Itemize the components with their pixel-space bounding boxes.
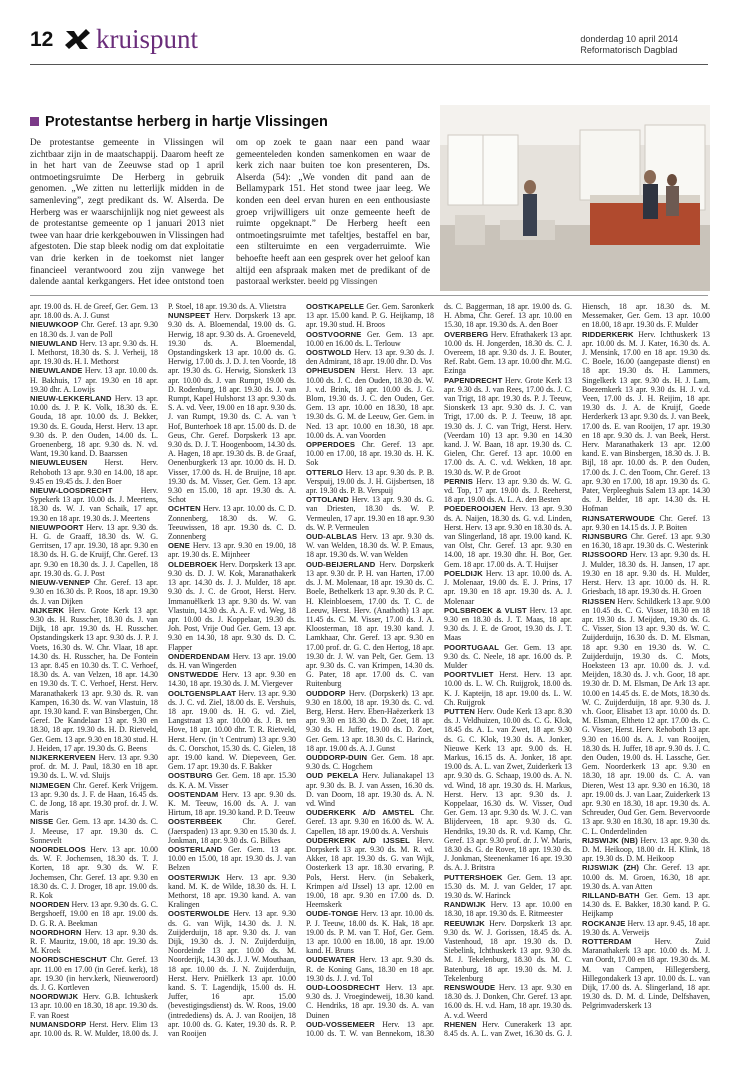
listing-place: OOSTWOLD (306, 348, 352, 358)
listing-place: OUDE-TONGE (306, 909, 359, 919)
listing-entry (306, 909, 434, 955)
listing-entry (30, 845, 158, 900)
article-headline (30, 114, 328, 130)
listing-services: Ger. Gem. 13 apr. 15.30 ds. M. J. van Gelder, 17 apr. 19.30 ds. W. Harinck (444, 872, 572, 900)
listing-place: OOLTGENSPLAAT (168, 688, 237, 698)
listing-place: REEUWIJK (444, 918, 485, 928)
listing-place: OUD-LOOSDRECHT (306, 983, 380, 993)
listing-entry (582, 937, 710, 1011)
listing-place: OLDEBROEK (168, 559, 218, 569)
listing-entry (582, 597, 710, 836)
listing-services: Chr. Geref. 13 apr. 10.00 ds. M. Groen, 16.30, 18 apr. 19.30 ds. A. van Atten (582, 863, 710, 891)
listing-services: Herv. 13 apr. 9.30 ds. R. F. Mauritz, 19.00, 18 apr. 19.30 ds. M. Kroek (30, 927, 158, 956)
listing-services: Herv. 13 apr. 9.30 en 14.30, 18 apr. 19.30 ds. J. M. Viergever (168, 670, 296, 689)
listing-place: NIEUWKOOP (30, 320, 79, 330)
listing-place: NIEUWLANDE (30, 366, 83, 376)
listing-services: Herv. 13 apr. 19.00 ds. H. van Wingerden (168, 651, 296, 670)
listing-services: Herv. Julianakapel 13 apr. 9.30 ds. B. J. van Assen, 16.30 ds. D. van Doorn, 18 apr. 19.30 ds. A. N. vd. Wind (306, 771, 434, 808)
listing-services: Herv. 13 apr. 9.30 ds. G. van Driesten, 18.30 ds. W. P. Vermeulen, 17 apr. 19.30 en 18 apr. 9.30 ds. W. P. Vermeulen (306, 495, 434, 532)
listing-place: RENSWOUDE (444, 983, 496, 993)
listing-place: OOSTBURG (168, 771, 213, 781)
listing-place: RIJNSBURG (582, 532, 628, 542)
listing-entry (444, 477, 572, 505)
listing-services: Herst. Herv. 13 apr. 10.00 ds. L. W. Ch. Ruijgrok, 18.00 ds. K. J. Kapteijn, 18 apr. 19.00 ds. L. W. Ch. Ruijgrok (444, 670, 572, 707)
listing-entry (168, 560, 296, 652)
listing-place: ROCKANJE (582, 918, 626, 928)
listing-place: OUD-VOSSEMEER (306, 1019, 375, 1029)
listing-services: Herv. 13 apr. 10.00 en 18.30, 18 apr. 19.30 ds. E. Ritmeester (444, 900, 572, 919)
listing-services: Herv. 13 apr. 9.30 ds. G. C. Bergshoeff, 19.00 en 18 apr. 19.00 ds. D. G. R. A. Beekman (30, 900, 158, 928)
listing-place: OPHEUSDEN (306, 366, 356, 376)
listing-services: Herv. Dorpskerk 13 apr. 9.30 dr. P. H. van Harten, 17.00 ds. J. M. Molenaar, 18 apr. 19.30 ds. C. Boele, Bethelkerk 13 apr. 9.30 ds. P. C. H. Kleinbloesem, 17.00 ds. T. C. de Leeuw, Herst. Herv. (Anathoth) 13 apr. 11.45 ds. C. M. Visser, 17.00 ds. J. A. Kloosterman, 18 apr. 19.30 kand. J. Lamkhaar, Chr. Geref. 13 apr. 9.30 en 17.00 prof. dr. G. C. den Hertog, 18 apr. 19.30 dr. J. W. van Pelt, Ger. Gem. 13 apr. 9.30 ds. C. van Krimpen, 14.30 ds. G. Pater, 18 apr. 17.00 ds. C. van Ruitenburg (306, 559, 434, 689)
listing-entry (306, 808, 434, 836)
listing-services: Herv. 13 apr. 9.30 kand. M. K. de Wilde, 18.30 ds. H. I. Methorst, 18 apr. 19.30 kand. A. van Kralingen (168, 872, 296, 910)
listing-services: Ger. Gem. Saronkerk 13 apr. 15.00 kand. P. G. Heijkamp, 18 apr. 19.30 stud. H. Broos (306, 302, 434, 330)
listing-services: Ger. Gem. 13 apr. 10.00 en 16.00 ds. L. Terlouw (306, 329, 434, 348)
listing-place: RILLAND-BATH (582, 891, 640, 900)
listing-entry (30, 817, 158, 845)
listing-place: RIJSSOORD (582, 550, 628, 560)
listing-services: Herv. Dorpskerk 13 apr. 9.30 ds. D. J. W. Kok, Maranathakerk 13 apr. 14.30 ds. J. J. Mulder, 18 apr. 9.30 ds. J. C. de Groot, Herst. Herv. Immanuëlkerk 13 apr. 9.30 ds. W. van Vlastuin, 14.30 ds. A. A. F. vd. Weg, 18 apr. 10.00 ds. J. Koppelaar, 19.30 ds. Joh. Post, Vrije Oud Ger. Gem. 13 apr. 9.30 en 14.30, 18 apr. 9.30 ds. D. C. Flapper (168, 559, 296, 652)
listing-services: Herv. Dorpskerk 13 apr. 9.30 ds. W. J. Gorissen, 18.45 ds. A. Vastenhoud, 18 apr. 19.30 ds. D. Siebelink, Ichthuskerk 13 apr. 9.30 ds. M. J. Tekelenburg, 18.30 ds. M. C. Batenburg, 18 apr. 19.30 ds. M. J. Tekelenburg (444, 918, 572, 983)
listing-entry (30, 320, 158, 338)
listing-entry (168, 909, 296, 1038)
listing-services: Herv. 13 apr. 9.30 en 18.30 ds. J. T. Maas, 18 apr. 9.30 ds. J. E. de Groot, 19.30 ds. J. T. Maas (444, 605, 572, 643)
listing-place: POLSBROEK & VLIST (444, 605, 527, 615)
listing-entry (582, 919, 710, 937)
listing-place: RIDDERKERK (582, 329, 634, 339)
listing-entry (306, 366, 434, 440)
listing-place: OCHTEN (168, 504, 201, 514)
listing-place: OUDERKERK A/D IJSSEL (306, 835, 410, 845)
listing-place: OOSTERWIJK (168, 872, 220, 882)
listing-place: NISSE (30, 817, 54, 827)
listing-entry (306, 836, 434, 910)
listing-entry (30, 394, 158, 458)
listing-entry (444, 606, 572, 643)
listing-place: OPPERDOES (306, 440, 356, 450)
listing-services: Chr. Geref. Kerk Vrijgem. 13 apr. 9.30 ds. J. F. de Haan, 16.45 ds. C. de Jong, 18 apr. 19.30 prof. dr. J. W. Maris (30, 780, 158, 818)
listing-entry (306, 532, 434, 560)
listing-entry (306, 560, 434, 689)
listing-entry (582, 532, 710, 550)
listing-place: OTTERLO (306, 467, 343, 477)
listing-entry (306, 955, 434, 983)
listing-services: Herv. 13 apr. 10.00 ds. W. F. Jochemsen, 18.30 ds. T. J. Korten, 18 apr. 9.30 ds. W. F. Jochemsen, Chr. Geref. 13 apr. 9.30 en 18.30 ds. C. J. Droger, 18 apr. 19.00 ds. R. Kok (30, 844, 158, 900)
listing-entry (168, 541, 296, 559)
listing-entry (444, 707, 572, 873)
listing-services: Herv. 13 apr. 10.00 ds. T. W. van Bennekom, 18.30 ds. C. Baggerman, 18 apr. 19.00 ds. G. H. Abma, Chr. Geref. 13 apr. 10.00 en 15.30, 18 apr. 19.30 ds. A. den Boer (306, 302, 572, 1039)
listing-services: Herv. 13 apr. 9.30 ds. W. van Welden, 18.30 ds. W. P. Emaus, 18 apr. 19.30 ds. W. van Welden (306, 532, 434, 560)
listing-entry (30, 523, 158, 578)
listing-place: OOSTERLAND (168, 844, 223, 854)
listing-entry (168, 817, 296, 845)
dateline (580, 34, 678, 56)
listing-entry (30, 339, 158, 367)
listing-entry (30, 486, 158, 523)
listing-services: Herv. 13 apr. 10.00 ds. H. Bakhuis, 17 apr. 19.30 en 18 apr. 19.30 dhr. A. Lowijs (30, 366, 158, 394)
listing-services: Herv. 13 apr. 9.30 ds. H. I. Methorst, 18.30 ds. S. J. Verheij, 18 apr. 19.30 ds. H. I. Methorst (30, 338, 158, 367)
listing-entry (444, 643, 572, 671)
listing-place: OENE (168, 541, 190, 551)
listing-services: Herv. 13 apr. 9.30 ds. R. de Koning Gans, 18.30 en 18 apr. 19.30 ds. J. J. vd. Tol (306, 955, 434, 983)
listing-services: Herv. Grote Kerk 13 apr. 9.30 ds. J. van Rees, 17.00 ds. J. C. van Trigt, 18 apr. 19.30 ds. P. J. Teeuw, Sionskerk 13 apr. 9.30 ds. J. C. van Trigt, 17.00 ds. P. J. Teeuw, 18 apr. 19.30 ds. J. C. van Trigt, Herst. Herv. (Veerdam 10) 13 apr. 9.30 en 14.30 kand. J. W. Baan, 18 apr. 19.30 ds. C. Gielen, Chr. Geref. 13 apr. 10.00 en 17.00 ds. A. C. v.d. Wekken, 18 apr. 19.30 ds. W. P. de Groot (444, 375, 572, 477)
listing-services: Herv. 13 apr. 9.30 prof. dr. M. J. Paul, 18.30 en 18 apr. 19.30 ds. L. W. vd. Sluijs (30, 752, 158, 781)
listing-place: NOORDHORN (30, 927, 82, 937)
issue-date: donderdag 10 april 2014 (580, 34, 678, 44)
listing-entry (168, 790, 296, 818)
listing-entry (306, 689, 434, 753)
listing-services: Herv. 13 apr. 9.30 ds. H. J. Mulder, 18.30 ds. H. Jansen, 17 apr. 19.30 en 18 apr. 9.30 ds. H. Mulder, Herst. Herv. 13 apr. 10.00 ds. H. R. Griesbach, 18 apr. 19.30 ds. H. Groen (582, 550, 710, 597)
listing-place: ONDERDENDAM (168, 651, 230, 661)
listing-services: Herst. Herv. 13 apr. 10.00 ds. J. C. den Ouden, 18.30 ds. W. J. v.d. Brink, 18 apr. 10.00 ds. J. G. Blom, 19.30 ds. J. C. den Ouden, Ger. Gem. 13 apr. 10.00 en 18.30, 18 apr. 19.30 ds. G. M. de Leeuw, Ger. Gem. in Ned. 13 apr. 10.00 en 18.30, 18 apr. 10.00 ds. A. van Voorden (306, 366, 434, 440)
listing-place: NIEUWPOORT (30, 522, 84, 532)
church-service-listings (30, 302, 710, 1062)
listing-entry (444, 919, 572, 983)
listing-entry (444, 873, 572, 901)
listing-entry (444, 330, 572, 376)
listing-entry (30, 753, 158, 781)
listing-entry (168, 689, 296, 772)
listing-entry (444, 504, 572, 568)
listing-entry (444, 569, 572, 606)
listing-entry (306, 302, 434, 330)
listing-place: OOSTVOORNE (306, 329, 362, 339)
listing-place: NIJKERKERVEEN (30, 752, 96, 762)
listing-place: PAPENDRECHT (444, 375, 503, 385)
listing-entry (30, 366, 158, 394)
listing-entry (582, 863, 710, 891)
listing-place: POORTVLIET (444, 670, 494, 680)
photo-credit: beeld pg Vlissingen (308, 277, 378, 287)
listing-place: NUMANSDORP (30, 1019, 87, 1029)
listing-entry (306, 983, 434, 1020)
listing-place: OVERBERG (444, 329, 489, 339)
listing-services: Herv. 13 apr. 9.30 ds. D. M. Heikoop, 18.00 dr. H. Klink, 18 apr. 19.30 ds. D. M. Heikoop (582, 835, 710, 864)
listing-place: OUDDORP-DUIN (306, 752, 368, 762)
listing-services: Chr. Geref. 13 apr. 9.30 en 14.15 ds. J. P. Boiten (582, 513, 710, 532)
listing-services: Chr. Geref. 13 apr. 9.30 en 16.30 ds. P. Roos, 18 apr. 19.30 ds. J. van Dijken (30, 578, 158, 606)
listing-entry (30, 578, 158, 606)
listing-entry (30, 900, 158, 928)
listing-services: Herv. Cunerakerk 13 apr. 8.45 ds. A. L. van Zwet, 16.30 ds. G. J. Hiensch, 18 apr. 18.30 ds. M. Messemaker, Ger. Gem. 13 apr. 10.00 en 18.00, 18 apr. 19.30 ds. F. Mulder (444, 302, 710, 1039)
listing-services: Herv. 13 apr. 10.00 ds. P. J. Teeuw, 18.00 ds. K. Hak, 18 apr. 19.00 ds. P. M. van T. Hof, Ger. Gem. 13 apr. 10.00 en 18.00, 18 apr. 19.00 kand. H. Bruns (306, 909, 434, 956)
listing-services: Herv. 13 apr. 10.00 ds. A. J. Molenaar, 19.00 ds. E. J. Prins, 17 apr. 19.30 en 18 apr. 19.30 ds. A. J. Molenaar (444, 568, 572, 606)
listing-services: Herv. Dorpskerk 13 apr. 9.30 ds. A. Bloemendal, 19.00 ds. G. Herwig, 18 apr. 9.30 ds. A. Groeneveld, 19.30 ds. A. Bloemendal, Opstandingskerk 13 apr. 10.00 ds. G. Herwig, 17.00 ds. J. D. J. ten Voorde, 18 apr. 19.30 ds. G. Herwig, Sionskerk 13 apr. 10.00 ds. J. van Rumpt, 19.00 ds. D. Rodenburg, 18 apr. 19.30 ds. J. van Rumpt, Kapel Hulshorst 13 apr. 9.30 ds. S. A. vd. Veer, 19.00 en 18 apr. 9.30 ds. J. van Rumpt, 19.30 ds. C. A. van 't Hof, Bunterhoek 18 apr. 15.00 ds. D. de Geus, Chr. Geref. Dorpskerk 13 apr. 9.30 ds. D. J. T. Hoogenboom, 14.30 ds. A. Hagen, 18 apr. 19.30 ds. B. de Graaf, Oenenburgkerk 13 apr. 10.00 ds. H. D. Visser, 17.00 ds. H. de Bruijne, 18 apr. 19.30 ds. M. Visser, Ger. Gem. 13 apr. 9.30 en 15.00, 18 apr. 19.30 ds. A. Schot (168, 311, 296, 505)
listing-services: Herv. 13 apr. 9.30 en 18.30 ds. J. Donken, Chr. Geref. 13 apr. 16.00 ds. H. v.d. Ham, 18 apr. 19.30 ds. A. v.d. Weerd (444, 983, 572, 1020)
listing-place: POORTUGAAL (444, 642, 499, 652)
listing-entry (306, 753, 434, 771)
listing-entry (444, 670, 572, 707)
listing-services: Herv. Efrathakerk 13 apr. 10.00 ds. H. Jongerden, 18.30 ds. C. J. Overeem, 18 apr. 9.30 ds. J. E. Bouter, Ref. Rabt. Gem. 13 apr. 10.00 dhr. M.G. Ezinga (444, 329, 572, 376)
listing-place: RHENEN (444, 1019, 477, 1029)
listing-services: Chr. Geref. 13 apr. 9.30 en 18.30 ds. J. van de Poll (30, 320, 158, 339)
listing-place: NIEUWLEUSEN (30, 458, 88, 468)
listing-place: RIJSWIJK (NB) (582, 835, 638, 845)
listing-place: OOSTENDAM (168, 789, 219, 799)
listing-entry (30, 302, 158, 320)
section-title: kruispunt (96, 24, 199, 54)
listing-services: Herv. 13 apr. 9.30 ds. W. G. vd. Top, 17 apr. 19.00 ds. J. Reeherst, 18 apr. 19.00 ds. A. L. A. den Besten (444, 476, 572, 505)
listing-place: OOSTKAPELLE (306, 302, 365, 311)
listing-entry (306, 440, 434, 468)
listing-place: NOORDELOOS (30, 844, 86, 854)
listing-services: Herst. Herv. Elim 13 apr. 10.00 ds. R. W. Mulder, 18.00 ds. J. P. Stoel, 18 apr. 19.30 ds. A. Vlietstra (30, 302, 286, 1039)
listing-entry (306, 330, 434, 348)
listing-services: Herv. 13 apr. 9.30 ds. J. Vroegindeweij, 18.30 kand. C. Hendriks, 18 apr. 19.30 ds. A. van Duinen (306, 983, 434, 1020)
listing-entry (582, 330, 710, 514)
listing-place: NOORDSCHESCHUT (30, 955, 107, 965)
listing-services: Ger. Gem. 13 apr. 14.30 ds. C. J. Meeuse, 17 apr. 19.30 ds. C. Sonnevelt (30, 817, 158, 845)
listing-place: OUD-BEIJERLAND (306, 559, 376, 569)
listing-entry (306, 495, 434, 532)
listing-entry (168, 873, 296, 910)
listing-entry (306, 771, 434, 808)
listing-entry (168, 311, 296, 504)
listing-services: Herv. Zuid Maranathakerk 13 apr. 10.00 ds. M. J. van Oordt, 17.00 en 18 apr. 19.30 ds. M. M. van Campen, Hillegersberg, Hillegondakerk 13 apr. 10.00 ds. L. van Dijk, 17.00 ds. A. Slingerland, 18 apr. 19.30 ds. D. M. d. Linde, Delfshaven, Pelgrimvaderskerk 13 (582, 937, 710, 1011)
listing-services: Herv. 13 apr. 9.45, 18 apr. 19.30 ds. A. Verweijs (582, 918, 710, 937)
page-header (0, 0, 738, 66)
listing-place: PERNIS (444, 476, 473, 486)
listing-place: POEDEROOIJEN (444, 504, 506, 514)
listing-place: ROTTERDAM (582, 937, 632, 947)
listing-place: ONSTWEDDE (168, 670, 219, 680)
listing-services: Chr. Geref. 13 apr. 9.30 en 16.00 ds. W. A. Capellen, 18 apr. 19.00 ds. A. Vershuis (306, 808, 434, 836)
newspaper-name: Reformatorisch Dagblad (580, 45, 678, 55)
listing-services: Herv. 13 apr. 10.00 ds. J. P. K. Volk, 18.30 ds. E. Gouda, 18 apr. 10.00 ds. J. Bekker, 19.30 ds. E. Gouda, Herst. Herv. 13 apr. 9.30 ds. P. den Ouden, 14.00 ds. L. Groenenberg, 18 apr. 9.30 ds. N. vd. Want, 19.30 kand. D. Baarssen (30, 394, 158, 459)
listing-place: PUTTERSHOEK (444, 872, 503, 882)
article-body (30, 138, 430, 289)
listing-services: Herv. 13 apr. 9.30 ds. J. C. vd. Ziel, 18.00 ds. E. Vershuis, 18 apr. 19.00 ds. H. G. vd. Ziel, Langstraat 13 apr. 10.00 ds. J. B. ten Hove, 18 apr. 10.00 dhr. T. R. Rietveld, Herst. Herv. (in 't Centrum) 13 apr. 9.30 ds. C. Oorschot, 15.30 ds. C. Gielen, 18 apr. 19.00 kand. W. Diepeveen, Ger. Gem. 17 apr. 19.30 ds. F. Bakker (168, 688, 296, 772)
listing-services: Herv. 13 apr. 9.30 ds. P. B. Verspuij, 19.00 ds. J. H. Gijsbertsen, 18 apr. 19.30 ds. P. B. Verspuij (306, 467, 434, 496)
listing-place: OUDDORP (306, 688, 346, 698)
listing-services: Herv. Schildkerk 13 apr. 9.00 en 10.45 ds. C. G. Visser, 18.30 en 18 apr. 19.30 ds. J. Meijden, 19.30 ds. G. C. Visser, Sion 13 apr. 9.30 ds. W. C. Zuijderduijn, 16.30 ds. D. M. Elsman, 18 apr. 9.30 en 19.30 ds. W. C. Zuijderduijn, 19.30 ds. C. Mots, Hoeksteen 13 apr. 10.00 ds. J. v.d. Meijden, 18.30 ds. J. v.h. Goor, 18 apr. 19.30 dr. D. M. Elsman, De Ark 13 apr. 10.00 en 14.45 ds. E. de Mots, 18.30 ds. W. C. Zuijderduijn, 18 apr. 9.30 ds. J. v.h. Goor, Elisabet 13 apr. 10.00 ds. D. M. Elsman, Eltheto 12 apr. 17.00 ds. C. G. Visser, Herst. Herv. Rehoboth 13 apr. 9.30 en 16.00 ds. A. J. van Rooijen, 18.30 ds. H. Juffer, 18 apr. 9.30 ds. J. C. den Ouden, 19.00 ds. H. Lassche, Ger. Gem. Noorderkerk 13 apr. 9.30 en 18.30, 18 apr. 19.00 ds. C. A. van Dieren, West 13 apr. 9.30 en 16.30, 18 apr. 19.00 ds. J. van Laar, Zuiderkerk 13 apr. 9.30 en 18.30, 18 apr. 19.30 ds. A. Schreuder, Oud Ger. Gem. Bevervoorde 13 apr. 9.30 en 18.30, 18 apr. 19.30 ds. C. L. Onderdelinden (582, 596, 710, 836)
listing-entry (582, 836, 710, 864)
listing-entry (306, 468, 434, 496)
listing-services: Chr. Geref. 13 apr. 10.00 en 17.00, 18 apr. 19.30 ds. H. K. Sok (306, 440, 434, 468)
listing-entry (444, 376, 572, 477)
listing-place: NOORDWIJK (30, 992, 79, 1002)
listing-services: Herv. Sypekerk 13 apr. 10.00 ds. J. Meertens, 18.30 ds. W. J. van Schaik, 17 apr. 19.30 en 18 apr. 19.30 ds. J. Meertens (30, 486, 158, 523)
listing-place: NOORDEN (30, 900, 70, 910)
listing-services: Herv. G.B. Ichtuskerk 13 apr. 10.00 en 18.30, 18 apr. 19.30 ds. F. van Roest (30, 992, 158, 1020)
listing-entry (30, 781, 158, 818)
listing-place: RANDWIJK (444, 900, 486, 910)
listing-services: Ger. Gem. 13 apr. 9.30 ds. C. Neele, 18 apr. 16.00 ds. P. Mulder (444, 642, 572, 670)
listing-entry (30, 606, 158, 753)
listing-place: NIEUW-LEKKERLAND (30, 394, 112, 404)
listing-entry (582, 550, 710, 596)
listing-entry (30, 992, 158, 1020)
listing-services: Herv. 13 apr. 9.30 ds. A. Naijen, 18.30 ds. G. v.d. Linden, Herst. Herv. 13 apr. 9.30 en 18.30 ds. A. van Slingerland, 18 apr. 19.00 kand. K. van Olst, Chr. Geref. 13 apr. 9.30 en 14.00, 18 apr. 19.30 dhr. H. Bor, Ger. Gem. 18 apr. 17.00 ds. A. T. Huijser (444, 504, 572, 569)
listing-services: Herv. Dorpskerk 13 apr. 9.30 ds. M. R. vd. Akker, 18 apr. 19.30 ds. G. van Wijk, Oosterkerk 13 apr. 18.30 ervaring, P. Pols, Herst. Herv. (in Sebakerk, Krimpen a/d IJssel) 13 apr. 12.00 en 19.00, 18 apr. 9.30 en 17.00 ds. D. Heemskerk (306, 835, 434, 910)
listing-place: OOSTERBEEK (168, 817, 223, 827)
listing-entry (444, 983, 572, 1020)
listing-place: OUD PEKELA (306, 771, 359, 781)
headline-square-icon (30, 117, 39, 126)
listing-services: Herv. (Dorpskerk) 13 apr. 9.30 en 18.00, 18 apr. 19.30 ds. C. vd. Berg, Herst. Herv. Eben-Haëzerkerk 13 apr. 9.30 en 18.30 ds. D. Zoet, 18 apr. 9.30 ds. H. Juffer, 19.00 ds. D. Zoet, Ger. Gem. 13 apr. 18.30 ds. C. Harinck, 18 apr. 19.00 ds. A. J. Gunst (306, 688, 434, 753)
header-rule (30, 64, 708, 65)
listing-services: Herv. 13 apr. 10.00 ds. C. D. Zonnenberg, 18.30 ds. W. G. Teeuwissen, 18 apr. 19.30 ds. C. D. Zonnenberg (168, 504, 296, 542)
listing-place: NIJKERK (30, 605, 65, 615)
listing-entry (30, 928, 158, 956)
listing-entry (306, 348, 434, 366)
listing-place: POELDIJK (444, 568, 483, 578)
listing-services: apr. 19.00 ds. H. de Greef, Ger. Gem. 13 apr. 18.00 ds. A. J. Gunst (30, 302, 158, 321)
listing-services: Herv. 13 apr. 9.30 en 19.00, 18 apr. 19.30 ds. E. Mijnheer (168, 541, 296, 560)
listing-services: Herst. Herv. Rehoboth 13 apr. 9.30 en 14.00, 18 apr. 9.45 en 19.45 ds. J. den Boer (30, 458, 158, 486)
listing-place: OOSTERWOLDE (168, 909, 230, 919)
page-number: 12 (30, 28, 54, 51)
listing-entry (444, 900, 572, 918)
listing-entry (168, 771, 296, 789)
listing-services: Herv. Oude Kerk 13 apr. 8.30 ds. J. Veldhuizen, 10.00 ds. C. G. Klok, 18.45 ds. A. L. van Zwet, 18 apr. 9.30 ds. G. C. Klok, 19.30 ds. A. Jonker, Nieuwe Kerk 13 apr. 9.00 ds. H. Markus, 16.15 ds. A. Jonker, 18 apr. 19.00 ds. A. L. van Zwet, Zuiderkerk 13 apr. 9.30 ds. G. Schaap, 19.00 ds. A. N. vd. Wind, 18 apr. 19.30 ds. H. Markus, Herst. Herv. 13 apr. 9.30 ds. J. Koppelaar, 16.30 ds. W. Visser, Oud Ger. Gem. 13 apr. 9.30 ds. W. J. C. van Blijderveen, 18 apr. 9.30 ds. G. Hendriks, 19.30 ds. R. v.d. Kamp, Chr. Geref. 13 apr. 9.30 prof. dr. J. W. Maris, 18.30 ds. G. de Rover, 18 apr. 19.30 ds. J. Jonkman, Steenenkamer 16 apr. 19.30 ds. A. J. Britstra (444, 706, 572, 873)
listing-services: Chr. Geref. (Jaerspaden) 13 apr. 9.30 en 15.30 ds. J. Jonkman, 18 apr. 9.30 ds. G. Bilkes (168, 817, 296, 845)
headline-text: Protestantse herberg in hartje Vlissingen (45, 114, 328, 130)
listing-services: Herv. Grote Kerk 13 apr. 9.30 ds. H. Russcher, 18.30 ds. J. van Dijk, 18 apr. 19.30 ds. H. Russcher. Opstandingskerk 13 apr. 9.30 ds. J. P. J. Voets, 16.30 ds. W. Chr. Vlaar, 18 apr. 14.30 ds. H. Russcher, ha. De Fontein 13 apr. 8.45 en 10.30 ds. T. C. Verhoef, 18.30 ds. A. van Velzen, 18 apr. 14.30 en 19.30 ds. T. C. Verhoef, Herst. Herv. Maranathakerk 13 apr. 9.30 ds. R. van Kampen, 16.30 ds. W. van Vlastuin, 18 apr. 19.30 kand. F. van Binsbergen, Chr. Geref. De Kandelaar 13 apr. 9.30 en 18.30, 18 apr. 19.30 ds. H. D. Rietveld, Ger. Gem. 13 apr. 9.30 en 18.30 stud. H. J. Heiden, 17 apr. 19.30 ds. G. Beens (30, 605, 158, 753)
listing-place: NIJMEGEN (30, 780, 71, 790)
listing-place: RIJSSEN (582, 596, 616, 606)
listing-place: RIJNSATERWOUDE (582, 513, 655, 523)
article-divider (30, 295, 708, 296)
listing-entry (582, 891, 710, 919)
listing-entry (582, 514, 710, 532)
listing-entry (30, 458, 158, 486)
listing-services: Herv. 13 apr. 9.30 ds. G. van Wijk, 14.30 ds. J. N. Zuijderduijn, 18 apr. 9.30 ds. J. van Dijk, 19.30 ds. J. N. Zuijderduijn, Noordeinde 13 apr. 10.00 ds. M. Noorderijk, 14.30 ds. J. J. W. Mouthaan, 18 apr. 10.00 ds. J. N. Zuijderduijn, Herst. Herv. Pniëlkerk 13 apr. 10.00 kand. S. T. Lagendijk, 15.00 ds. H. Juffer, 16 apr. 15.00 (bevestigingsdienst) ds. W. Roos, 19.00 (intredediens) ds. A. J. van Rooijen, 18 apr. 10.00 ds. G. Kater, 19.30 ds. R. P. van Rooijen (168, 909, 296, 1039)
listing-services: Ger. Gem. 13 apr. 14.30 ds. E. Bakker, 18.30 kand. P. G. Heijkamp (582, 891, 710, 919)
listing-entry (168, 504, 296, 541)
listing-services: Herv. 13 apr. 9.30 ds. H. G. de Graaff, 18.30 ds. W. G. Gerritsen, 17 apr. 19.30, 18 apr. 9.30 en 18.30 ds. H. G. de Kruijf, Chr. Geref. 13 apr. 9.30 en 18.30 ds. J. J. Capellen, 18 apr. 19.30 ds. G. J. Post (30, 522, 158, 578)
listing-place: OUDERKERK A/D AMSTEL (306, 808, 415, 818)
listing-entry (168, 670, 296, 688)
listing-services: Ger. Gem. 13 apr. 10.00 en 15.00, 18 apr. 19.30 ds. J. van Belzen (168, 844, 296, 873)
listing-services: Chr. Geref. 13 apr. 9.30 en 16.30, 18 apr. 19.30 ds. C. Westerink (582, 532, 710, 551)
listing-services: Herv. Ichthuskerk 13 apr. 10.00 ds. M. J. Kater, 16.30 ds. A. J. Mensink, 17.00 en 18 apr. 19.30 ds. C. Boele, 16.00 (aangepaste dienst) en 18 apr. 19.30 ds. H. Lammers, Singelkerk 13 apr. 9.30 ds. H. J. Lam, Boezemkerk 13 apr. 9.30 ds. H. J. v.d. Veen, 17.00 ds. J. H. Reijim, 18 apr. 19.30 ds. J. A. de Kruijf, Goede Herderkerk 13 apr. 9.30 ds. J. van Beek, 17.00 ds. E. van Rooijen, 17 apr. 19.30 en 18 apr. 9.30 ds. J. van Beek, Herst. Herv. Maranathakerk 13 apr. 12.00 kand. E. van Binsbergen, 18.30 ds. J. B. Bijl, 18 apr. 10.00 ds. P. den Ouden, 17.00 ds. J. C. den Toom, Chr. Geref. 13 apr. 9.30 en 17.00, 18 apr. 19.30 ds. G. Pater, Verpleeghuis Salem 13 apr. 14.30 ds. J. Belder, 18 apr. 14.30 ds. H. Hofman (582, 329, 710, 514)
listing-entry (168, 652, 296, 670)
listing-place: NIEUW-VENNEP (30, 578, 91, 588)
listing-services: Chr. Geref. 13 apr. 11.00 en 17.00 (in Geref. kerk), 18 apr. 19.30 (in herv.kerk, Nieuweroord) ds. J. G. Kortleven (30, 955, 158, 993)
listing-services: Ger. Gem. 18 apr. 15.30 ds. K. A. M. Visser (168, 771, 296, 790)
listing-place: PUTTEN (444, 706, 475, 716)
listing-services: Ger. Gem. 18 apr. 9.30 ds. C. Hogchem (306, 752, 434, 772)
listing-entry (168, 845, 296, 873)
listing-place: RIJSWIJK (ZH) (582, 863, 640, 873)
listing-services: Herv. 13 apr. 9.30 ds. K. M. Teeuw, 16.00 ds. A. J. van Hirtum, 18 apr. 19.30 kand. P. D. Teeuw (168, 789, 296, 818)
listing-place: OUD-ALBLAS (306, 532, 358, 542)
listing-place: NUNSPEET (168, 311, 211, 321)
listing-services: Herv. 13 apr. 9.30 ds. J. den Admirant, 18 apr. 19.00 dhr. D. Vos (306, 348, 434, 367)
article-text: De protestantse gemeente in Vlissingen wil zichtbaar zijn in de maatschappij. Daarom heeft ze in het hart van de Zeeuwse stad op 1 april ontmoetingsruimte De Herberg in gebruik genomen. „We zitten nu letterlijk midden in de samenleving”, zegt predikant ds. W. Alserda. De Herberg was er waarschijnlijk nog niet geweest als de protestantse gemeente op 1 januari 2013 niet twee van haar drie kerkgebouwen in Vlissingen had afgestoten. Die stap bleek nodig om dat exploitatie van drie kerken in de toekomst niet langer financieel verantwoord zou zijn vanwege het dalende aantal kerkgangers. Het idee ontstond toen om op zoek te gaan naar een pand waar gemeenteleden konden samenkomen en waar de kerk zich naar buiten toe kon presenteren, Ds. Alserda (54): „We vonden dit pand aan de Bellamypark 151. Het stond twee jaar leeg. We konden een deel ervan huren en een enthousiaste groep vrijwilligers uit onze gemeente heeft de ruimte opgeknapt.” De Herberg heeft een ontmoetingsruimte met tafeltjes, bestaffel en bar, een stilteruimte en een vergaderruimte. Wie behoefte heeft aan een gesprek over het geloof kan altijd een afspraak maken met de predikant of de pastoraal werkster. (30, 138, 430, 288)
listing-entry (30, 955, 158, 992)
listing-place: OUDEWATER (306, 955, 356, 965)
listing-place: NIEUW-LOOSDRECHT (30, 486, 113, 496)
newspaper-logo-icon (64, 28, 92, 55)
listing-place: OTTOLAND (306, 495, 349, 505)
listing-place: NIEUWLAND (30, 338, 78, 348)
article-photo (440, 105, 710, 291)
